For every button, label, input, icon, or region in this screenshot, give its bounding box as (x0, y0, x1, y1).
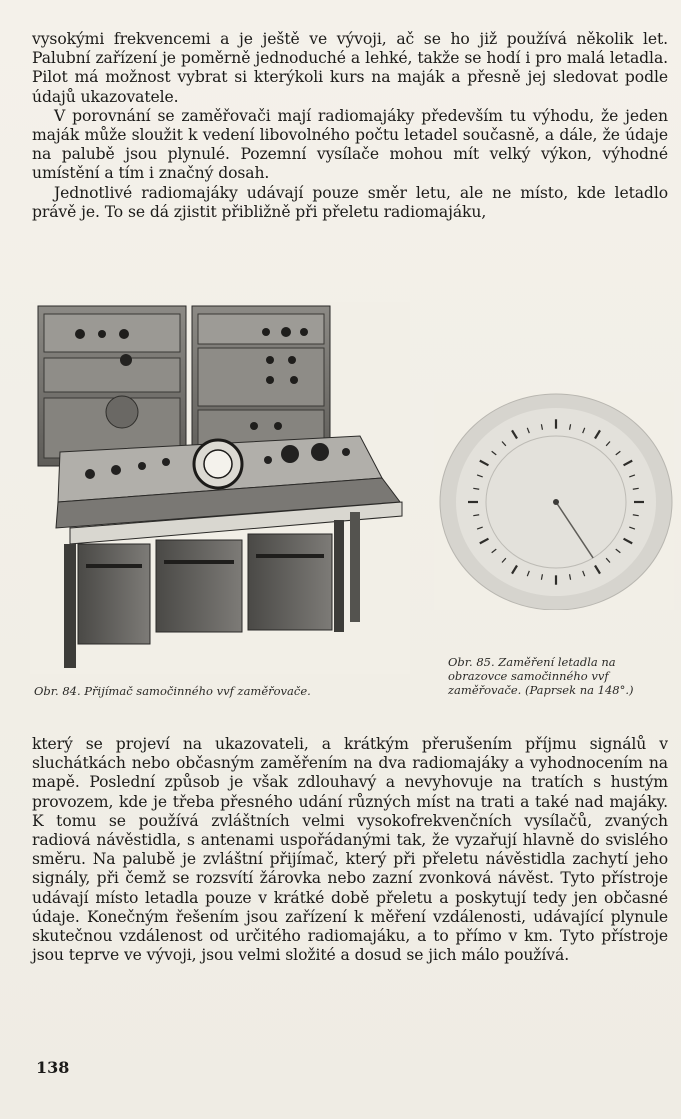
text-block-bottom (32, 735, 668, 965)
paragraph: V porovnání se zaměřovači mají radiomajáky především tu výhodu, že jeden maják může sloužit k vedení libovolného počtu letadel současně, a dále, že údaje na palubě jsou plynulé. Pozemní vysílače mohou mít velký výkon, výhodné umístění a tím i značný dosah. (32, 106, 668, 183)
page-number: 138 (36, 1058, 70, 1077)
text-block-top (32, 30, 668, 222)
paragraph: Jednotlivé radiomajáky udávají pouze směr letu, ale ne místo, kde letadlo právě je. To se dá zjistit přibližně při přeletu radiomajáku, (32, 183, 668, 221)
paragraph: vysokými frekvencemi a je ještě ve vývoji, ač se ho již používá několik let. Palubní zařízení je poměrně jednoduché a lehké, takže se hodí i pro malá letadla. Pilot má možnost vybrat si kterýkoli kurs na maják a přesně jej sledovat podle údajů ukazovatele. (32, 30, 668, 106)
caption-figure-84: Obr. 84. Přijímač samočinného vvf zaměřovače. (34, 684, 311, 698)
caption-figure-85: Obr. 85. Zaměření letadla na obrazovce samočinného vvf zaměřovače. (Paprsek na 148°.) (448, 655, 634, 697)
paragraph: který se projeví na ukazovateli, a krátkým přerušením příjmu signálů v sluchátkách nebo občasným zaměřením na dva radiomajáky a vyhodnocením na mapě. Poslední způsob je však zdlouhavý a nevyhovuje na tratích s hustým provozem, kde je třeba přesného udání různých míst na trati a také nad majáky. K tomu se používá zvláštních velmi vysokofrekvenčních vysílačů, zvaných radiová návěstidla, s antenami uspořádanými tak, že vyzařují hlavně do svislého směru. Na palubě je zvláštní přijímač, který při přeletu návěstidla zachytí jeho signály, při čemž se rozsvítí žárovka nebo zazní zvonková návěst. Tyto přístroje udávají místo letadla pouze v krátké době přeletu a poskytují tedy jen občasné údaje. Konečným řešením jsou zařízení k měření vzdálenosti, udávající plynule skutečnou vzdálenost od určitého radiomajáku, a to přímo v km. Tyto přístroje jsou teprve ve vývoji, jsou velmi složité a dosud se jich málo používá. (32, 735, 668, 965)
figure-84-receiver-photo (30, 302, 410, 674)
figure-85-scope-screen (434, 392, 674, 610)
